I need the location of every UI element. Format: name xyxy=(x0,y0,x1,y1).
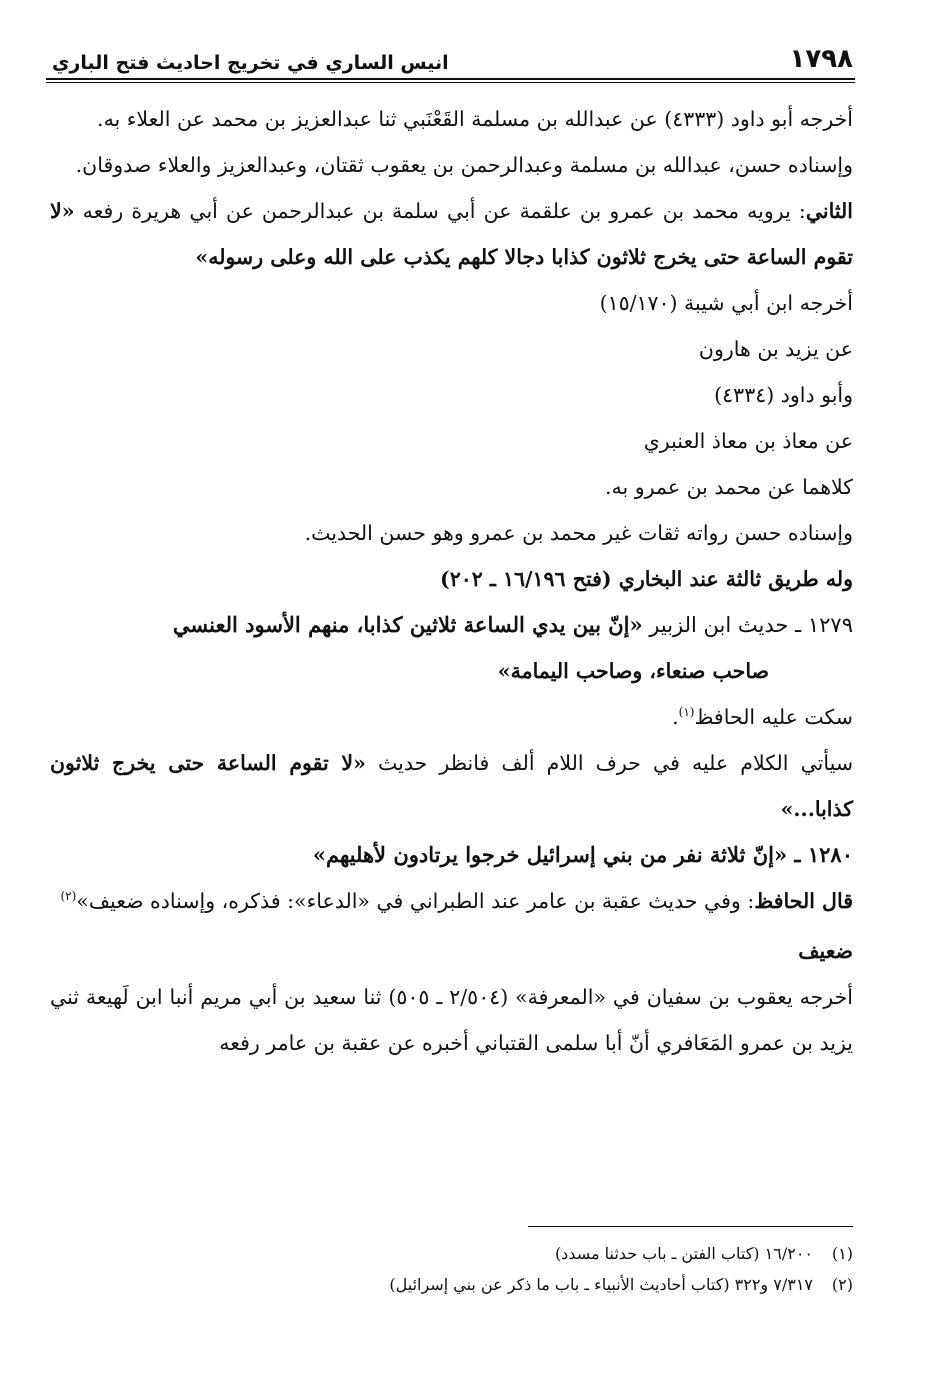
hadith-1279-number: ١٢٧٩ ـ حديث ابن الزبير xyxy=(642,613,853,637)
paragraph-hafiz-comment xyxy=(50,878,853,924)
header-rule xyxy=(46,78,855,80)
paragraph-isnad-hasan: وإسناده حسن، عبدالله بن مسلمة وعبدالرحمن بن يعقوب ثقتان، وعبدالعزيز والعلاء صدوقان. xyxy=(75,153,853,177)
paragraph-second-route xyxy=(50,188,853,280)
running-title: انيس الساري في تخريج احاديث فتح الباري xyxy=(52,52,449,74)
header-rule-thin xyxy=(46,82,855,83)
line-yazid-bin-harun: عن يزيد بن هارون xyxy=(698,337,853,361)
see-later-quote: «لا تقوم الساعة حتى يخرج ثلاثون كذابا...» xyxy=(50,751,853,821)
footnote-1 xyxy=(60,1238,853,1269)
footnote-1-number: (١) xyxy=(831,1244,853,1263)
paragraph-see-later xyxy=(50,740,853,832)
footnotes xyxy=(60,1238,853,1300)
footnote-2-text: ٧/٣١٧ و٣٢٢ (كتاب أحاديث الأنبياء ـ باب ما ذكر عن بني إسرائيل) xyxy=(389,1275,813,1294)
page-number: ١٧٩٨ xyxy=(789,44,853,74)
hadith-1279-quote: «إنّ بين يدي الساعة ثلاثين كذابا، منهم الأسود العنسي xyxy=(172,612,643,637)
line-ibn-abi-shaybah: أخرجه ابن أبي شيبة (١٥/١٧٠) xyxy=(599,291,853,315)
line-kilahuma: كلاهما عن محمد بن عمرو به. xyxy=(605,475,853,499)
line-muadh-al-anbari: عن معاذ بن معاذ العنبري xyxy=(643,429,853,453)
footnote-ref-2[interactable]: (٢) xyxy=(60,889,77,904)
hadith-1279-note xyxy=(50,694,853,740)
hadith-1279-continuation: صاحب صنعاء، وصاحب اليمامة» xyxy=(497,659,769,683)
hafiz-comment-text: : وفي حديث عقبة بن عامر عند الطبراني في «الدعاء»: فذكره، وإسناده ضعيف» xyxy=(76,889,755,913)
paragraph-takhrij-yaqub: أخرجه يعقوب بن سفيان في «المعرفة» (٢/٥٠٤ ـ ٥٠٥) ثنا سعيد بن أبي مريم أنبا ابن لَهيعة ثني يزيد بن عمرو المَعَافري أنّ أبا سلمى القتباني أخبره عن عقبة بن عامر رفعه xyxy=(50,985,853,1055)
footnote-1-text: ١٦/٢٠٠ (كتاب الفتن ـ باب حدثنا مسدد) xyxy=(554,1244,813,1263)
footnote-ref-1[interactable]: (١) xyxy=(678,705,695,720)
footnote-2-number: (٢) xyxy=(831,1275,853,1294)
line-abu-dawud-4334: وأبو داود (٤٣٣٤) xyxy=(714,383,853,407)
see-later-text: سيأتي الكلام عليه في حرف اللام ألف فانظر حديث xyxy=(365,751,853,775)
footnote-2 xyxy=(60,1269,853,1300)
grade-label: ضعيف xyxy=(798,939,853,963)
label-second: الثاني xyxy=(805,199,853,223)
second-route-text: : يرويه محمد بن عمرو بن علقمة عن أبي سلمة بن عبدالرحمن عن أبي هريرة رفعه xyxy=(74,199,806,223)
paragraph-takhrij-abudawud-4333: أخرجه أبو داود (٤٣٣٣) عن عبدالله بن مسلمة القَعْنَبي ثنا عبدالعزيز بن محمد عن العلاء به. xyxy=(97,107,853,131)
hadith-1279-note-end: . xyxy=(672,705,679,729)
hadith-1279-heading xyxy=(50,602,853,648)
hadith-1280-heading: ١٢٨٠ ـ «إنّ ثلاثة نفر من بني إسرائيل خرجوا يرتادون لأهليهم» xyxy=(312,842,853,867)
line-third-route-bukhari: وله طريق ثالثة عند البخاري (فتح ١٦/١٩٦ ـ ٢٠٢) xyxy=(440,567,853,591)
label-hafiz: قال الحافظ xyxy=(754,889,853,913)
line-isnad-hasan-2: وإسناده حسن رواته ثقات غير محمد بن عمرو وهو حسن الحديث. xyxy=(304,521,853,545)
page-header xyxy=(52,38,853,74)
hadith-quote-thalathun: «لا تقوم الساعة حتى يخرج ثلاثون كذابا دجالا كلهم يكذب على الله وعلى رسوله» xyxy=(50,199,853,269)
hadith-1279-note-text: سكت عليه الحافظ xyxy=(694,705,853,729)
page-body xyxy=(50,96,853,1066)
footnote-rule xyxy=(528,1226,853,1227)
